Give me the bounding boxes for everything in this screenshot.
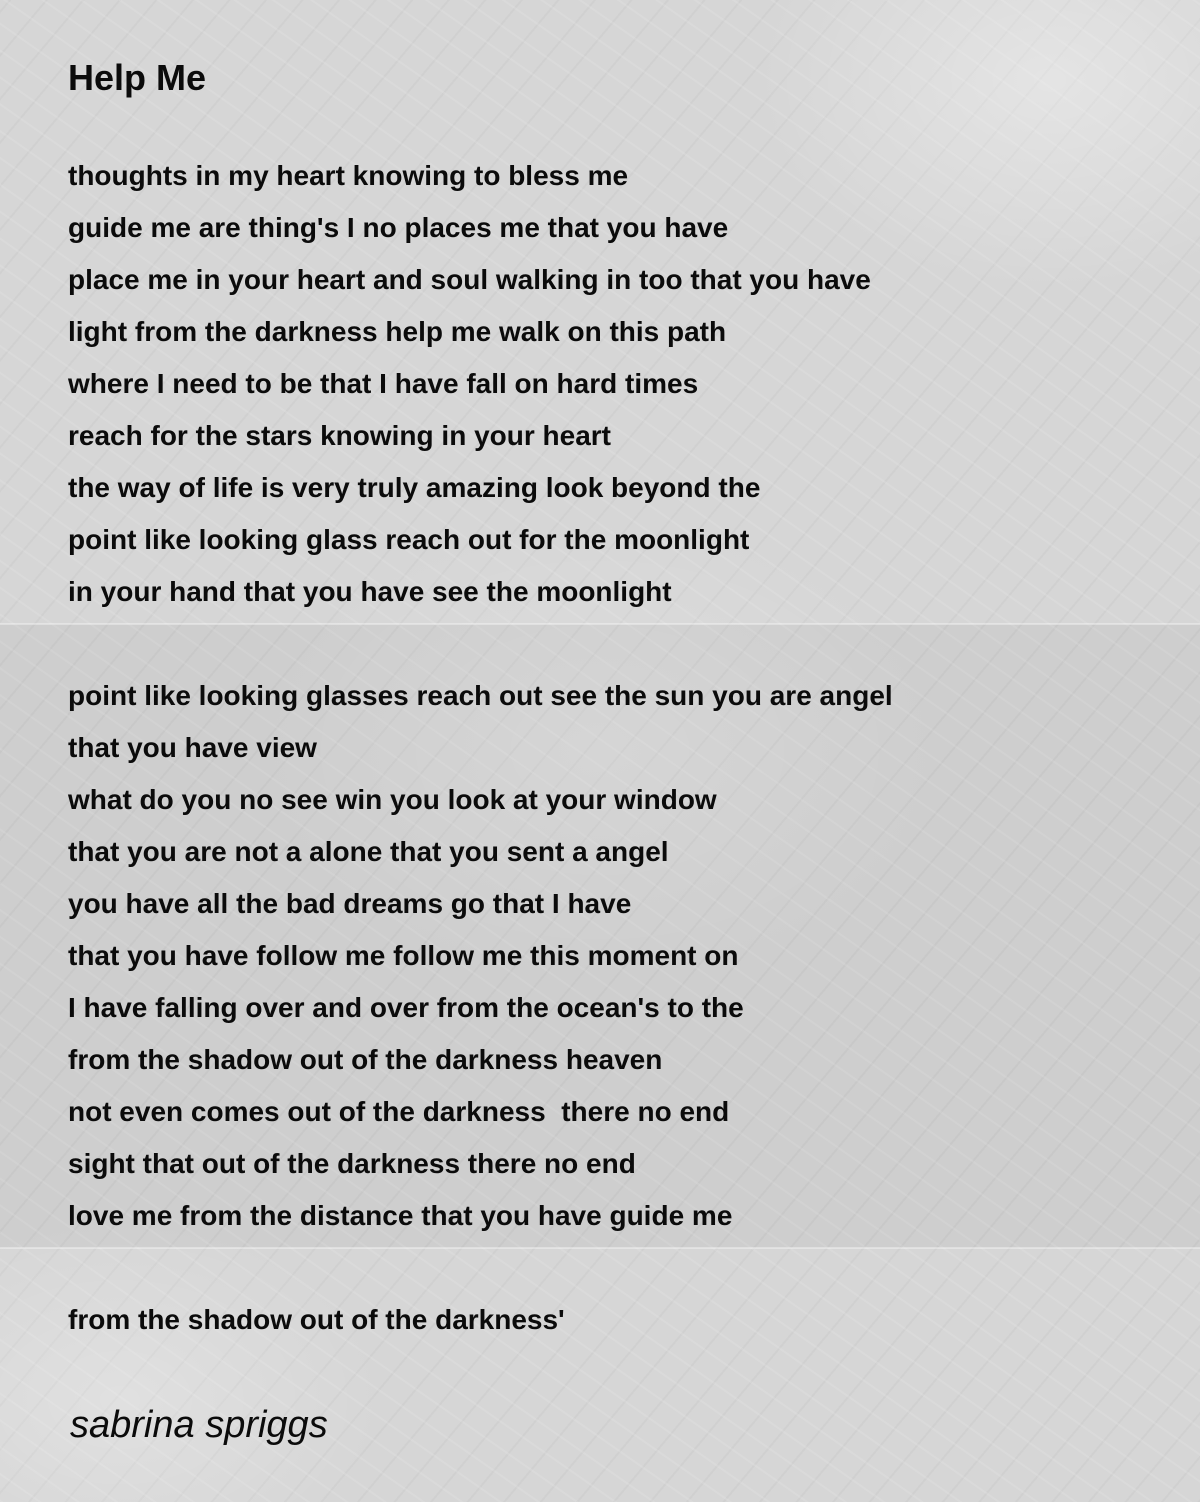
poem-line: that you have follow me follow me this moment on xyxy=(68,940,739,971)
poem-line: point like looking glass reach out for the moonlight xyxy=(68,524,750,555)
poem-line: in your hand that you have see the moonlight xyxy=(68,576,672,607)
poem-line: light from the darkness help me walk on this path xyxy=(68,316,727,347)
poem-line: that you are not a alone that you sent a angel xyxy=(68,836,669,867)
stanza-break xyxy=(68,1242,893,1294)
poem-line: I have falling over and over from the ocean's to the xyxy=(68,992,744,1023)
poem-line: from the shadow out of the darkness heaven xyxy=(68,1044,663,1075)
poem-author: sabrina spriggs xyxy=(70,1404,328,1446)
poem-line: point like looking glasses reach out see the sun you are angel xyxy=(68,680,893,711)
poem-line: guide me are thing's I no places me that you have xyxy=(68,212,729,243)
poem-line: that you have view xyxy=(68,732,317,763)
stanza-break xyxy=(68,618,893,670)
poem-line: you have all the bad dreams go that I have xyxy=(68,888,632,919)
poem-line: sight that out of the darkness there no end xyxy=(68,1148,636,1179)
poem-line: reach for the stars knowing in your heart xyxy=(68,420,612,451)
poem-line: where I need to be that I have fall on hard times xyxy=(68,368,699,399)
poem-line: not even comes out of the darkness there no end xyxy=(68,1096,730,1127)
poem-line: the way of life is very truly amazing look beyond the xyxy=(68,472,761,503)
poem-line: from the shadow out of the darkness' xyxy=(68,1304,565,1335)
poem-line: thoughts in my heart knowing to bless me xyxy=(68,160,629,191)
poem-line: place me in your heart and soul walking in too that you have xyxy=(68,264,871,295)
poem-line: what do you no see win you look at your window xyxy=(68,784,717,815)
poem-title: Help Me xyxy=(68,57,207,98)
poem-line: love me from the distance that you have guide me xyxy=(68,1200,733,1231)
poem-body xyxy=(68,150,893,1346)
